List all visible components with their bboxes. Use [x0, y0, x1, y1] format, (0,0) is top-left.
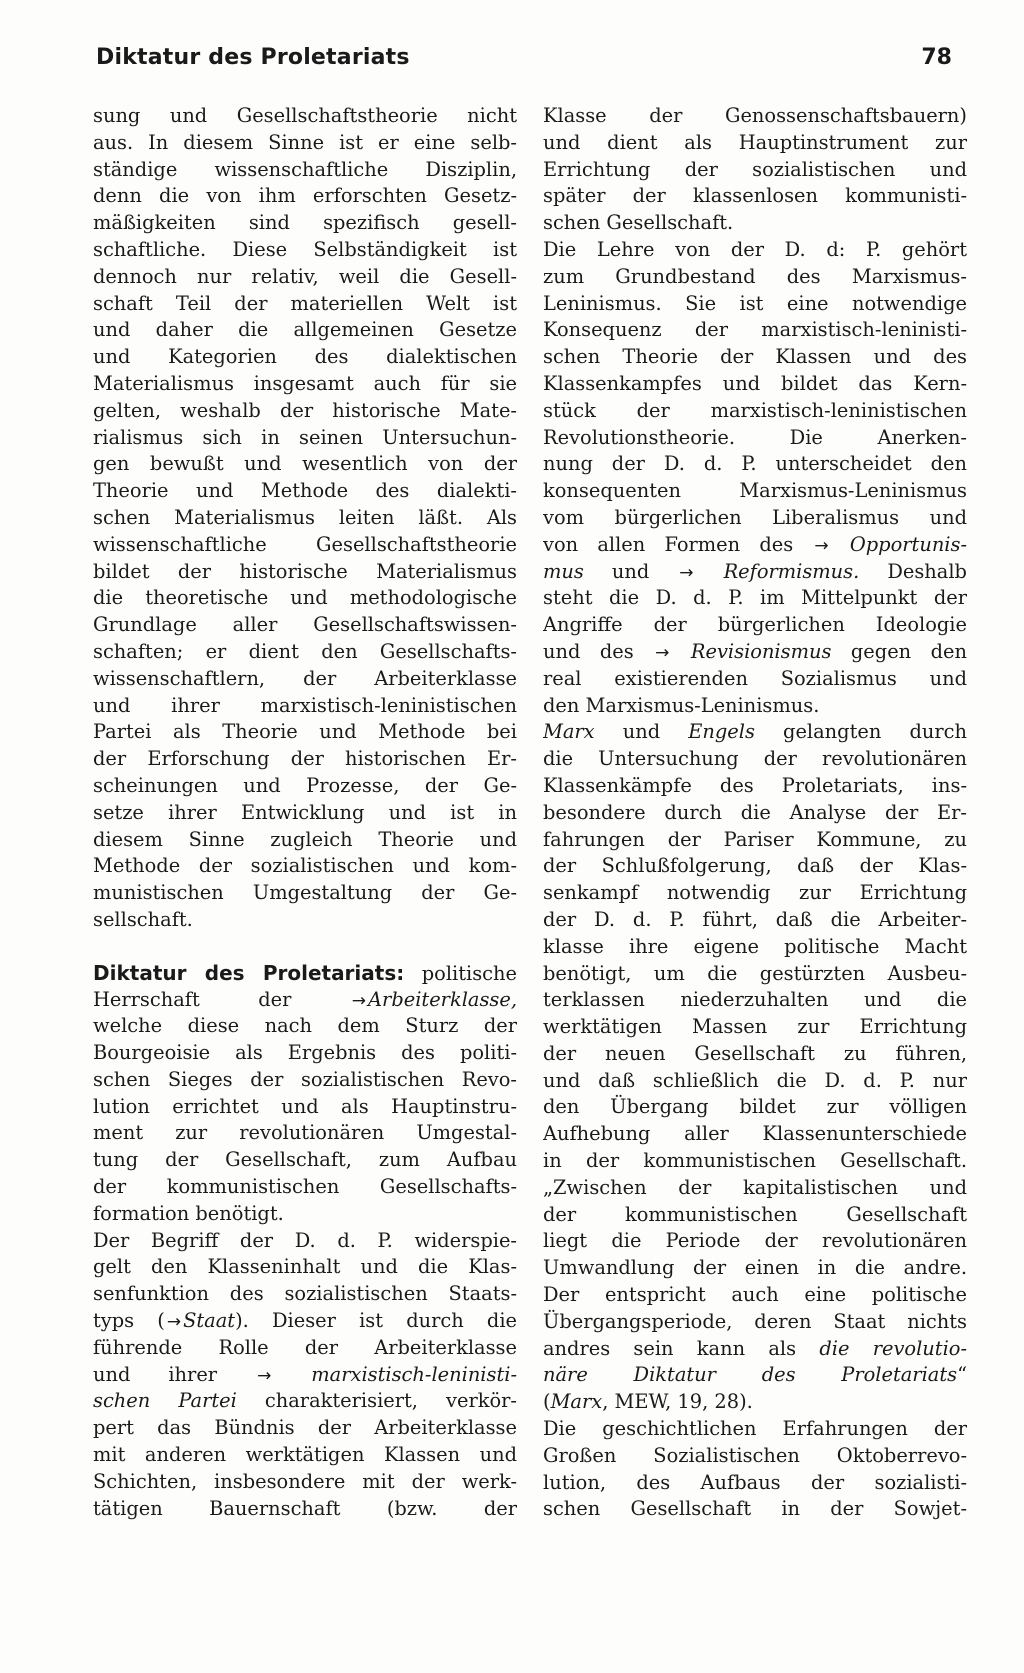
cross-reference-link[interactable]: Revisionismus: [690, 639, 832, 663]
cross-reference-arrow-icon: →: [166, 1312, 182, 1333]
text-run: (: [543, 1390, 551, 1414]
cross-reference-link[interactable]: marxistisch-leninisti-: [311, 1362, 517, 1386]
running-head: Diktatur des Proletariats: [96, 45, 410, 70]
text-line: der neuen Gesellschaft zu führen,: [543, 1041, 967, 1065]
cross-reference-link[interactable]: schen Partei: [93, 1389, 237, 1413]
text-line: und daher die allgemeinen Gesetze: [93, 318, 517, 342]
text-line: [543, 639, 967, 666]
text-line: [543, 1362, 967, 1389]
text-line: Methode der sozialistischen und kom-: [93, 854, 517, 878]
entry-diktatur: [93, 960, 517, 1523]
text-line: mäßigkeiten sind spezifisch gesell-: [93, 211, 517, 235]
left-column: [93, 103, 517, 1522]
text-run: und: [622, 720, 661, 744]
text-line: senkampf notwendig zur Errichtung: [543, 881, 967, 905]
text-line: den Marxismus-Leninismus.: [543, 693, 820, 717]
text-line: der kommunistischen Gesellschaft: [543, 1202, 967, 1226]
cross-reference-link[interactable]: Arbeiterklasse,: [368, 987, 517, 1011]
text-line: und Kategorien des dialektischen: [93, 345, 517, 369]
text-line: und ihrer marxistisch-leninistischen: [93, 693, 517, 717]
cross-reference-link[interactable]: mus: [543, 559, 584, 583]
text-line: tätigen Bauernschaft (bzw. der: [93, 1496, 517, 1520]
text-run: gelangten durch: [783, 720, 967, 744]
text-line: gen bewußt und wesentlich von der: [93, 452, 517, 476]
text-line: Angriffe der bürgerlichen Ideologie: [543, 613, 967, 637]
text-line: wissenschaftliche Gesellschaftstheorie: [93, 532, 517, 556]
quotation-italic: näre Diktatur des Proletariats: [543, 1363, 958, 1387]
text-line: scheinungen und Prozesse, der Ge-: [93, 773, 517, 797]
text-line: „Zwischen der kapitalistischen und: [543, 1175, 967, 1199]
text-line: in der kommunistischen Gesellschaft.: [543, 1149, 967, 1173]
cross-reference-arrow-icon: →: [257, 1365, 272, 1386]
cross-reference-arrow-icon: →: [351, 990, 367, 1011]
text-run: von allen Formen des: [543, 532, 794, 556]
text-run: gegen den: [850, 639, 967, 663]
text-line: [543, 532, 967, 559]
entry-headline: [93, 960, 517, 987]
text-line: liegt die Periode der revolutionären: [543, 1229, 967, 1253]
quotation-italic: die revolutio-: [819, 1336, 967, 1360]
person-name: Marx: [543, 720, 595, 744]
text-line: schaftliche. Diese Selbständigkeit ist: [93, 237, 517, 261]
text-line: [93, 1388, 517, 1415]
text-line: der kommunistischen Gesellschafts-: [93, 1175, 517, 1199]
text-line: Umwandlung der einen in die andre.: [543, 1256, 967, 1280]
text-line: [543, 1336, 967, 1363]
cross-reference-arrow-icon: →: [679, 562, 694, 583]
text-line: Partei als Theorie und Methode bei: [93, 720, 517, 744]
text-line: senfunktion des sozialistischen Staats-: [93, 1282, 517, 1306]
entry-term: Diktatur des Proletariats:: [93, 960, 405, 985]
text-run: “: [957, 1363, 967, 1387]
text-line: munistischen Umgestaltung der Ge-: [93, 881, 517, 905]
text-line: [93, 1308, 517, 1335]
text-line: Großen Sozialistischen Oktoberrevo-: [543, 1443, 967, 1467]
text-line: schaft Teil der materiellen Welt ist: [93, 291, 517, 315]
person-name: Engels: [688, 720, 755, 744]
text-line: gelt den Klasseninhalt und die Klas-: [93, 1255, 517, 1279]
text-line: später der klassenlosen kommunisti-: [543, 184, 967, 208]
text-line: tung der Gesellschaft, zum Aufbau: [93, 1148, 517, 1172]
text-line: stück der marxistisch-leninistischen: [543, 398, 967, 422]
text-run: und des: [543, 639, 634, 663]
text-line: [543, 559, 967, 586]
text-line: lution errichtet und als Hauptinstru-: [93, 1094, 517, 1118]
text-line: sellschaft.: [93, 907, 193, 931]
text-run: andres sein kann als: [543, 1336, 797, 1360]
text-line: mit anderen werktätigen Klassen und: [93, 1443, 517, 1467]
text-line: Errichtung der sozialistischen und: [543, 157, 967, 181]
text-run: politische: [421, 961, 517, 985]
text-line: der Schlußfolgerung, daß der Klas-: [543, 854, 967, 878]
text-line: fahrungen der Pariser Kommune, zu: [543, 827, 967, 851]
text-line: konsequenten Marxismus-Leninismus: [543, 479, 967, 503]
right-column: [543, 103, 967, 1523]
entry-gap: [93, 934, 517, 960]
text-line: aus. In diesem Sinne ist er eine selb-: [93, 130, 517, 154]
text-line: wissenschaftlern, der Arbeiterklasse: [93, 666, 517, 690]
text-run: und ihrer: [93, 1362, 218, 1386]
text-line: benötigt, um die gestürzten Ausbeu-: [543, 961, 967, 985]
text-line: Grundlage aller Gesellschaftswissen-: [93, 613, 517, 637]
cross-reference-link[interactable]: Reformismus.: [723, 559, 860, 583]
text-line: Der Begriff der D. d. P. widerspie-: [93, 1228, 517, 1252]
text-line: schen Sieges der sozialistischen Revo-: [93, 1067, 517, 1091]
text-line: [93, 1362, 517, 1389]
text-line: schen Theorie der Klassen und des: [543, 345, 967, 369]
text-run: und: [611, 559, 650, 583]
text-line: die theoretische und methodologische: [93, 586, 517, 610]
text-line: nung der D. d. P. unterscheidet den: [543, 452, 967, 476]
text-line: gelten, weshalb der historische Mate-: [93, 398, 517, 422]
text-line: der Erforschung der historischen Er-: [93, 747, 517, 771]
text-line: die Untersuchung der revolutionären: [543, 747, 967, 771]
text-line: diesem Sinne zugleich Theorie und: [93, 827, 517, 851]
text-line: Leninismus. Sie ist eine notwendige: [543, 291, 967, 315]
text-line: vom bürgerlichen Liberalismus und: [543, 505, 967, 529]
text-line: real existierenden Sozialismus und: [543, 666, 967, 690]
text-line: Konsequenz der marxistisch-leninisti-: [543, 318, 967, 342]
text-line: [543, 1389, 967, 1416]
cross-reference-arrow-icon: →: [814, 535, 829, 556]
text-block: [93, 103, 517, 934]
text-line: ständige wissenschaftliche Disziplin,: [93, 157, 517, 181]
text-line: terklassen niederzuhalten und die: [543, 988, 967, 1012]
text-line: sung und Gesellschaftstheorie nicht: [93, 104, 517, 127]
text-run: ). Dieser ist durch die: [235, 1309, 517, 1333]
text-line: der D. d. P. führt, daß die Arbeiter-: [543, 907, 967, 931]
page-number: 78: [921, 45, 952, 70]
text-line: pert das Bündnis der Arbeiterklasse: [93, 1416, 517, 1440]
text-line: [543, 719, 967, 746]
text-line: Klasse der Genossenschaftsbauern): [543, 104, 967, 127]
text-run: Herrschaft der: [93, 987, 292, 1011]
text-line: Schichten, insbesondere mit der werk-: [93, 1469, 517, 1493]
text-line: Bourgeoisie als Ergebnis des politi-: [93, 1041, 517, 1065]
text-line: Revolutionstheorie. Die Anerken-: [543, 425, 967, 449]
text-line: dennoch nur relativ, weil die Gesell-: [93, 264, 517, 288]
text-line: rialismus sich in seinen Untersuchun-: [93, 425, 517, 449]
text-line: schen Materialismus leiten läßt. Als: [93, 505, 517, 529]
text-line: Theorie und Methode des dialekti-: [93, 479, 517, 503]
text-run: , MEW, 19, 28).: [602, 1390, 753, 1414]
cross-reference-arrow-icon: →: [655, 642, 670, 663]
text-line: schen Gesellschaft.: [543, 211, 734, 235]
text-line: Übergangsperiode, deren Staat nichts: [543, 1309, 967, 1333]
text-line: Aufhebung aller Klassenunterschiede: [543, 1122, 967, 1146]
text-line: Klassenkämpfe des Proletariats, ins-: [543, 773, 967, 797]
text-run: typs (: [93, 1309, 165, 1333]
person-name: Marx: [550, 1390, 603, 1414]
text-line: führende Rolle der Arbeiterklasse: [93, 1335, 517, 1359]
text-line: Die geschichtlichen Erfahrungen der: [543, 1417, 967, 1441]
text-line: besondere durch die Analyse der Er-: [543, 800, 967, 824]
text-line: und dient als Hauptinstrument zur: [543, 130, 967, 154]
text-line: schaften; er dient den Gesellschafts-: [93, 639, 517, 663]
text-line: den Übergang bildet zur völligen: [543, 1095, 967, 1119]
text-line: klasse ihre eigene politische Macht: [543, 934, 967, 958]
text-line: denn die von ihm erforschten Gesetz-: [93, 184, 517, 208]
text-line: Materialismus insgesamt auch für sie: [93, 371, 517, 395]
text-line: Der entspricht auch eine politische: [543, 1283, 967, 1307]
text-line: welche diese nach dem Sturz der: [93, 1014, 517, 1038]
text-line: [93, 987, 517, 1014]
text-run: Deshalb: [887, 559, 967, 583]
cross-reference-link[interactable]: Opportunis-: [849, 532, 967, 556]
cross-reference-link[interactable]: Staat: [183, 1309, 236, 1333]
text-line: steht die D. d. P. im Mittelpunkt der: [543, 586, 967, 610]
text-line: formation benötigt.: [93, 1201, 284, 1225]
text-line: werktätigen Massen zur Errichtung: [543, 1015, 967, 1039]
text-line: und daß schließlich die D. d. P. nur: [543, 1068, 967, 1092]
text-line: ment zur revolutionären Umgestal-: [93, 1121, 517, 1145]
text-line: zum Grundbestand des Marxismus-: [543, 264, 967, 288]
text-run: charakterisiert, verkör-: [264, 1389, 517, 1413]
text-line: bildet der historische Materialismus: [93, 559, 517, 583]
text-line: lution, des Aufbaus der sozialisti-: [543, 1470, 967, 1494]
text-line: Klassenkampfes und bildet das Kern-: [543, 371, 967, 395]
page-header: [96, 45, 952, 85]
text-line: schen Gesellschaft in der Sowjet-: [543, 1497, 967, 1521]
text-line: setze ihrer Entwicklung und ist in: [93, 800, 517, 824]
text-line: Die Lehre von der D. d: P. gehört: [543, 237, 967, 261]
